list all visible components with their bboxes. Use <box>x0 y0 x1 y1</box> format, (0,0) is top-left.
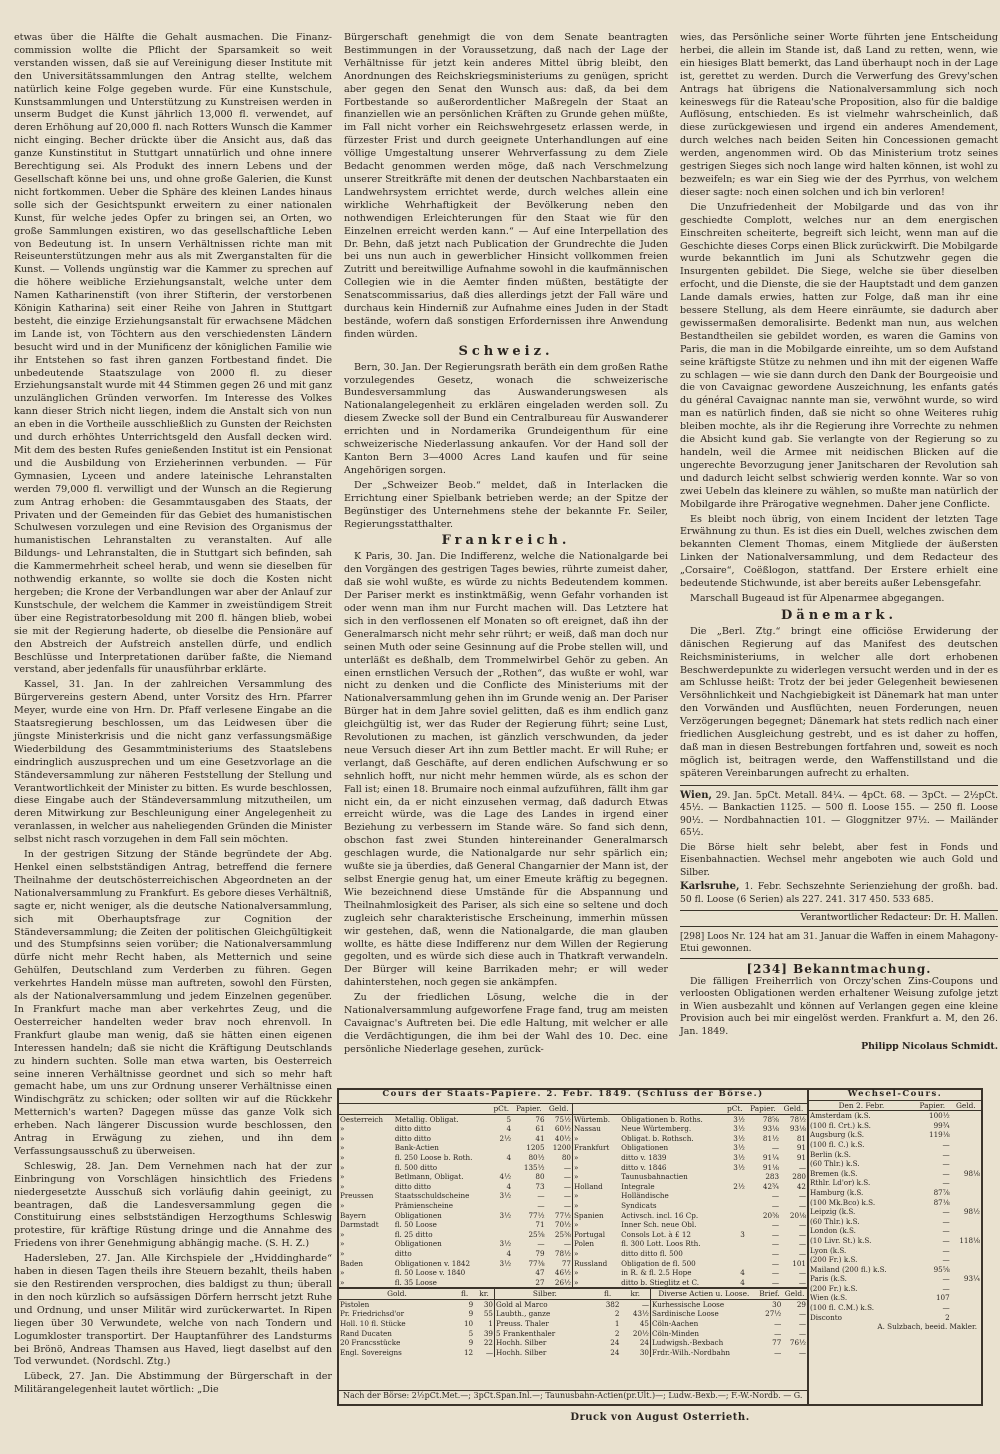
staatspapiere-title: Cours der Staats-Papiere. 2. Febr. 1849. (Schluss der Börse.) <box>339 1090 807 1104</box>
table-row: » ditto 4 79 78½ <box>340 1248 571 1258</box>
table-row: » Prämienscheine — — <box>340 1200 571 1210</box>
table-row: » fl. 35 Loose 27 26½ <box>340 1277 571 1287</box>
staats-right: pCt. Papier. Geld. Würtemb. Obligationen b. Roths. 3½ 78⅝ 78½ Nassau Neue Würtemberg. 3½ 93⅛ 93⅛ » Obligat. b. Rothsch. 3½ 81½ 81 Frankfurt Obligationen 3½ — 91 » ditto v. 1839 3½ 91¼ 91 » ditto v. 1846 3½ 91⅛ — » Taunusbahnactien 283 280 Holland Integrale 2½ 42¾ 42 » Holländische — — » Syndicats — — Spanien Activsch. incl. 16 Cp. 20⅜ 20⅛ » Inner Sch. neue Obl. — — Portugal Consols Lot. à £ 12 3 — — Polen fl. 300 Lott. Loos Rth. — — » ditto ditto fl. 500 — — Russland Obligation de fl. 500 — 101 » in R. & fl. 2.5 Hope 4 — — » ditto b. Stieglitz et C. 4 — — <box>574 1104 806 1287</box>
table-row: Preuss. Thaler 1 45 <box>496 1319 649 1329</box>
article-luebeck-cont: Bürgerschaft genehmigt die von dem Senate beantragten Bestimmungen in der Voraussetzung, daß nach der Lage der Verhältnisse für jetzt kein anderes Mittel übrig bleibt, den Anordnungen des Reichskriegsministeriums zu genügen, spricht aber gegen den Senat den Wunsch aus: daß, da bei dem Fortbestande so außerordentlicher Maßregeln der Staat an finanziellen wie an persönlichen Kräften zu Grunde gehen müßte, im Fall nicht vorher ein Reichswehrgesetz erlassen werde, in fürzester Frist und durch geeignete Unterhandlungen auf eine völlige Umgestaltung unserer Wehrverfassung zu dem Ziele Bedacht genommen werden möge, daß nach Verschmelzung unserer Streitkräfte mit denen der deutschen Nachbarstaaten ein Landwehrsystem errichtet werde, durch welches allein eine wirkliche Wehrhaftigkeit der Bevölkerung neben den nothwendigen Erleichterungen für den Staat wie für den Einzelnen erreicht werden kann.“ — Auf eine Interpellation des Dr. Behn, daß jetzt nach Publication der Grundrechte die Juden bei uns nun auch in gewerblicher Hinsicht vollkommen freien Zutritt und bereitwillige Aufnahme sowohl in die kaufmännischen Collegien wie in die Aemter finden müßten, bestätigte der Senatscommissarius, daß dies allerdings jetzt der Fall wäre und durchaus kein Hinderniß zur Aufnahme eines Juden in der Stadt bestände, wofern daß sonstigen Erfordernissen ihre Anwendung finden würden. <box>344 32 668 340</box>
table-row: Oesterreich Metallig. Obligat. 5 76 75½ <box>340 1114 571 1124</box>
table-row: Hochh. Silber 24 24 <box>496 1338 649 1348</box>
table-row: Polen fl. 300 Lott. Loos Rth. — — <box>574 1239 806 1249</box>
article-schweizer-beob: Der „Schweizer Beob.“ meldet, daß in Interlacken die Errichtung einer Spielbank betrieben werde; an der Spitze der Begünstiger des Unternehmens stehe der bekannte Fr. Seiler, Regierungsstatthalter. <box>344 479 668 530</box>
editor-line: Verantwortlicher Redacteur: Dr. H. Mallen. <box>680 910 998 927</box>
table-row: (100 fl. Crt.) k.S. 99¾ <box>810 1120 950 1130</box>
table-row: Darmstadt fl. 50 Loose 71 70½ <box>340 1220 571 1230</box>
table-row: » Bank-Actien 1205 1200 <box>340 1143 571 1153</box>
table-row: » ditto ditto 2½ 41 40½ <box>340 1133 571 1143</box>
article-mobilgarde: Die Unzufriedenheit der Mobilgarde und das von ihr geschiedte Complott, welches nur an dem energischen Einschreiten scheiterte, begreift sich leicht, wenn man auf die Geschichte dieses Corps einen Blick zurückwirft. Die Mobilgarde wurde bekanntlich im Juni als Schutzwehr gegen die Insurgenten gebildet. Die Siege, welche sie über dieselben erfocht, und die Dienste, die sie der Hauptstadt und dem ganzen Lande damals erwies, hatten zur Folge, daß man ihr eine bessere Stellung, als dem Heere einräumte, sie dadurch aber gewissermaßen demoralisirte. Bedenkt man nun, aus welchen Bestandtheilen sie gebildet worden, es waren die Gamins von Paris, die man in die Mobilgarde einreihte, um so dem Aufstand seine kräftigste Stütze zu nehmen und ihn mit der eigenen Waffe zu schlagen — wie sie dann durch den Dank der Bourgeoisie und die von Cavaignac gewordene Auszeichnung, les enfants gatés du général Cavaignac nannte man sie, verwöhnt wurde, so wird man es natürlich finden, daß sie nicht so ohne Weiteres ruhig bleiben mochte, als ihr die Regierung ihre Vorrechte zu nehmen die Absicht kund gab. Sie verlangte von der Regierung so zu handeln, weil die Armee mit neidischen Blicken auf die ungerechte Bevorzugung jener Janitscharen der Revolution sah und dadurch leicht selbst schwierig werden konnte. War so von zwei Uebeln das kleinere zu wählen, so mußte man natürlich der Mobilgarde ihre Prärogative wegnehmen. Daher jene Conflicte. <box>680 201 998 510</box>
table-row: Holland Integrale 2½ 42¾ 42 <box>574 1181 806 1191</box>
article-kassel: Kassel, 31. Jan. In der zahlreichen Versammlung des Bürgervereins gestern Abend, unter Vorsitz des Hrn. Pfarrer Meyer, wurde eine von Hrn. Dr. Pfaff verlesene Eingabe an die Staatsregierung beschlossen, um das Leidwesen über die jüngste Ministerkrisis und die nicht ganz verfassungsmäßige Wiederbildung des Gesammtministeriums des Staatslebens eindringlich auszusprechen und um eine Gesetzvorlage an die Ständeversammlung zur näheren Feststellung der Stellung und Verantwortlichkeit der Minister zu bitten. Es wurde beschlossen, diese Eingabe auch der Ständeversammlung mitzutheilen, um deren Mitwirkung zur Beschleunigung einer Angelegenheit zu veranlassen, in welcher aus naheliegenden Gründen die Minister selbst nicht rasch vorzugehen in dem Fall sein möchten. <box>14 679 332 846</box>
printer-line: Druck von August Osterrieth. <box>570 1412 750 1423</box>
table-row: » in R. & fl. 2.5 Hope 4 — — <box>574 1268 806 1278</box>
table-row: Berlin (k.S. — <box>810 1149 950 1159</box>
table-row: Würtemb. Obligationen b. Roths. 3½ 78⅝ 78½ <box>574 1114 806 1124</box>
table-row: » ditto v. 1839 3½ 91¼ 91 <box>574 1152 806 1162</box>
table-row: (200 Fr.) k.S. — <box>810 1283 950 1293</box>
gold-table: Gold. fl. kr. Pistolen 9 30 Pr. Friedrichsd'or 9 55 Holl. 10 fl. Stücke 10 1 Rand Ducaten 5 39 20 Francsstücke 9 22 Engl. Sovereigns 12 — <box>340 1289 493 1357</box>
table-row: Pistolen 9 30 <box>340 1299 493 1309</box>
table-row: » Betlmann, Obligat. 4½ 80 — <box>340 1172 571 1182</box>
divider <box>680 785 998 786</box>
ad-body: Die fälligen Freiherrlich von Orczy'schen Zins-Coupons und verloosten Obligationen werden erhaltener Weisung zufolge jetzt in Wien ausbezahlt und können auf Verlangen gegen eine kleine Provision auch bei mir eingelöst werden. Frankfurt a. M, den 26. Jan. 1849. <box>680 975 998 1038</box>
table-row: Bayern Obligationen 3½ 77½ 77½ <box>340 1210 571 1220</box>
table-row: » ditto ditto fl. 500 — — <box>574 1248 806 1258</box>
table-row: » ditto ditto 4 61 60½ <box>340 1124 571 1134</box>
market-karlsruhe: Karlsruhe, 1. Febr. Sechszehnte Serienziehung der großh. bad. 50 fl. Loose (6 Serien) als 227. 241. 317 450. 533 685. <box>680 881 998 905</box>
table-row: Bremen (k.S. — 98⅛ <box>810 1168 980 1178</box>
table-row: Wien (k.S. 107 <box>810 1293 950 1303</box>
table-row: (10 Livr. St.) k.S. — 118⅛ <box>810 1235 980 1245</box>
article-kassel-staende: In der gestrigen Sitzung der Stände begründete der Abg. Henkel einen selbstständigen Antrag, betreffend die fernere Theilnahme der deutschösterreichischen Abgeordneten an der Nationalversammlung zu Frankfurt. Es gebore dieses Verhältniß, sagte er, nicht weniger, als die deutsche Nationalversammlung, sich mit Oberhauptsfrage zur Cognition der Ständeversammlung; die Zeiten der politischen Gleichgültigkeit und des Stumpfsinns seien vorüber; die Nationalversammlung dürfe nicht mehr Recht haben, als Metternich und seine Gehülfen, Deutschland zum Verderben zu führen. Gegen verkehrtes Handeln müsse man auftreten, sowohl den Fürsten, als der Nationalversammlung und jedem Einzelnen gegenüber. In Frankfurt mache man aber verkehrtes Zeug, und die Oesterreicher handelten weder brav noch ehrenvoll. In Frankfurt glaube man wenig, daß sie hätten einen eigenen Interessen handeln; daß sie nicht die Kräftigung Deutschlands zu hindern suchten. Solle man etwa warten, bis Oesterreich seine inneren Verhältnisse geordnet und sich so mehr haft gemacht habe, um uns zur Ordnung unserer Verhältnisse einen Windischgrätz zu schicken; oder sollten wir auf die Rückkehr Metternich's warten? Dagegen müsse das ganze Volk sich erheben. Nach längerer Discussion wurde beschlossen, den Antrag in Erwägung zu ziehen, und ihn dem Verfassungsausschuß zu überweisen. <box>14 849 332 1157</box>
table-row: Cöln-Minden — — <box>652 1328 806 1338</box>
table-row: » ditto v. 1846 3½ 91⅛ — <box>574 1162 806 1172</box>
table-row: Kurhessische Loose 30 29 <box>652 1299 806 1309</box>
table-row: Leipzig (k.S. — 98½ <box>810 1207 980 1217</box>
ad-small-298: [298] Loos Nr. 124 hat am 31. Januar die Waffen in einem Mahagony-Etui gewonnen. <box>680 931 998 959</box>
table-row: » Obligationen 3½ — — <box>340 1239 571 1249</box>
table-row: Ludwigsh.-Bexbach 77 76½ <box>652 1338 806 1348</box>
table-row: Russland Obligation de fl. 500 — 101 <box>574 1258 806 1268</box>
table-row: Hamburg (k.S. 87⅞ <box>810 1187 950 1197</box>
table-row: 5 Frankenthaler 2 20½ <box>496 1328 649 1338</box>
ad-bekanntmachung <box>680 963 998 1053</box>
table-row: » Taunusbahnactien 283 280 <box>574 1172 806 1182</box>
staatspapiere-table <box>339 1090 809 1404</box>
ad-title: [234] Bekanntmachung. <box>746 962 932 977</box>
table-row: Nassau Neue Würtemberg. 3½ 93⅛ 93⅛ <box>574 1124 806 1134</box>
silber-table: Silber. fl. kr. Gold al Marco 382 — Laubth., ganze 2 43½ Preuss. Thaler 1 45 5 Frankenthaler 2 20½ Hochh. Silber 24 24 Hochh. Silber 24 30 <box>496 1289 649 1357</box>
wechsel-title: Wechsel-Cours. <box>809 1090 981 1101</box>
table-row: (200 Fr.) k.S. — <box>810 1255 950 1265</box>
table-row: Cöln-Aachen — — <box>652 1319 806 1329</box>
table-row: Rthlr. Ld'or) k.S. — <box>810 1178 950 1188</box>
table-row: (100 fl. C.) k.S. — <box>810 1139 950 1149</box>
ad-signature: Philipp Nicolaus Schmidt. <box>861 1040 998 1052</box>
table-row: » fl. 25 ditto 25⅝ 25⅜ <box>340 1229 571 1239</box>
table-row: (100 fl. C.M.) k.S. — <box>810 1303 950 1313</box>
article-duell: Es bleibt noch übrig, von einem Incident der letzten Tage Erwähnung zu thun. Es ist dies ein Duell, welches zwischen dem bekannten Clement Thomas, einem Mitgliede der äußersten Linken der Nationalversammlung, und dem Redacteur des „Corsaire“, Coëßlogon, stattfand. Der Erstere erhielt eine bedeutende Stichwunde, ist aber bereits außer Lebensgefahr. <box>680 513 998 590</box>
table-row: Lyon (k.S. — <box>810 1245 950 1255</box>
table-row: » Obligat. b. Rothsch. 3½ 81½ 81 <box>574 1133 806 1143</box>
table-row: Portugal Consols Lot. à £ 12 3 — — <box>574 1229 806 1239</box>
staats-left: pCt. Papier. Geld. Oesterreich Metallig. Obligat. 5 76 75½ » ditto ditto 4 61 60½ » ditto ditto 2½ 41 40½ » Bank-Actien 1205 1200 » fl. 250 Loose b. Roth. 4 80½ 80 » fl. 500 ditto 135½ — » Betlmann, Obligat. 4½ 80 — » ditto ditto 4 73 — Preussen Staatsschuldscheine 3½ — — » Prämienscheine — — Bayern Obligationen 3½ 77½ 77½ Darmstadt fl. 50 Loose 71 70½ » fl. 25 ditto 25⅝ 25⅜ » Obligationen 3½ — — » ditto 4 79 78½ Baden Obligationen v. 1842 3½ 77⅜ 77 » fl. 50 Loose v. 1840 47 46½ » fl. 35 Loose 27 26½ <box>340 1104 571 1287</box>
market-note: Die Börse hielt sehr belebt, aber fest in Fonds und Eisenbahnactien. Wechsel mehr angeboten wie auch Gold und Silber. <box>680 841 998 878</box>
table-row: Spanien Activsch. incl. 16 Cp. 20⅜ 20⅛ <box>574 1210 806 1220</box>
article-hadersleben: Hadersleben, 27. Jan. Alle Kirchspiele der „Hviddingharde“ haben in diesen Tagen theils ihre Steuern bezahlt, theils haben sie den Restirenden versprochen, dies baldigst zu thun; überall in den noch kürzlich so aufsässigen Dörfern herrscht jetzt Ruhe und Ordnung, und unser Militär wird zurückerwartet. In Ripen liegen über 30 Verwundete, welche von nach Tondern und Logumkloster transportirt. Der Hauptanführer des Landsturms bei Brönö, Andreas Thamsen aus Haved, liegt daselbst auf den Tod verwundet. (Nordschl. Ztg.) <box>14 1253 332 1368</box>
article-finance: etwas über die Hälfte die Gehalt ausmachen. Die Finanz-commission wollte die Pflicht der Sparsamkeit so weit verstanden wissen, daß sie auf Vereinigung dieser Institute mit den Universitätssammlungen den Antrag stellte, welchem natürlich keine Folge gegeben wurde. Für eine Kunstschule, Kunstsammlungen und Unterstützung zu Kunstreisen werden in unserm Budget die Kunst jährlich 13,000 fl. verwendet, auf deren Erhöhung auf 20,000 fl. nach Rotters Wunsch die Kammer nicht einging. Becher drückte über die Ansicht aus, daß das ganze Kunstinstitut in Stuttgart unnatürlich und ohne innere Berechtigung sei. Als Produkt des innern Lebens und der Gesellschaft könne bei uns, und ohne große Galerien, die Kunst nicht fortkommen. Ueber die Sphäre des kleinen Landes hinaus solle sich der Gesichtspunkt erweitern zu einer nationalen Kunst, für welche jedes Opfer zu bringen sei, an Orten, wo große Sammlungen existiren, wo das gesellschaftliche Leben von Bedeutung ist. In unsern Verhältnissen richte man mit Reiseunterstützungen mehr aus als mit Zwerganstalten für die Kunst. — Vollends ungünstig war die Kammer zu sprechen auf die höhere weibliche Erziehungsanstalt, welche unter dem Namen Katharinenstift (von ihrer Stifterin, der verstorbenen Königin Katharina) seit einer Reihe von Jahren in Stuttgart besteht, die einzige Erziehungsanstalt für erwachsene Mädchen im Lande ist, von Töchtern aus den verschiedensten Ländern besucht wird und in der Munificenz der königlichen Familie wie ihr Entstehen so fast ihren ganzen Fortbestand findet. Die unbedeutende Staatszulage von 2000 fl. zu dieser Erziehungsanstalt wurde mit 44 Stimmen gegen 26 und mit ganz unzulänglichen Gründen verworfen. Im Interesse des Volkes kann dieser Strich nicht liegen, indem die Anstalt sich von nun an eben in die Vortheile ausschließlich zu Gunsten der Reichsten und durch erhöhtes Unterrichtsgeld den Ausfall decken wird. Mit dem des besten Rufes genießenden Institut ist ein Pensionat und die Ausbildung von Erzieherinnen verbunden. — Für Gymnasien, Lyceen und andere lateinische Lehranstalten werden 79,000 fl. verwilligt und der Wunsch an die Regierung zum Antrag erhoben: die Gesammtausgaben des Staats, der Privaten und der Gemeinden für das Gebiet des humanistischen Schulwesen vorzulegen und eine Revision des Organismus der humanistischen Lehranstalten zu veranstalten. Auf alle Bildungs- und Lehranstalten, die in Stuttgart sich befinden, sah die Kammermehrheit scheel herab, und wenn sie dieselben für nothwendig erkannte, so wollte sie doch die Kosten nicht hergeben; die Krone der Verbandlungen war aber der Anlauf zur Kunstschule, der welchem die Kammer in zweistündigem Streit über eine Registratorbesoldung mit 200 fl. hängen blieb, wobei sie mit der Regierung haderte, ob dieselbe die Pensionäre auf den Abstreich der Aufstreich anstellen dürfe, und endlich Beschlüsse und Interpretationen darüber faßte, die Niemand verstand, aber jedenfalls für unausführbar erklärte. <box>14 32 332 676</box>
article-paris: K Paris, 30. Jan. Die Indifferenz, welche die Nationalgarde bei den Vorgängen des gestrigen Tages bewies, rührte zumeist daher, daß sie wohl wußte, es würde zu nichts Bedeutendem kommen. Der Pariser merkt es instinktmäßig, wenn Gefahr vorhanden ist oder wenn man ihm nur Furcht machen will. Das Letztere hat sich in den verflossenen elf Monaten so oft ereignet, daß ihn der Generalmarsch nicht mehr sehr rührt; er weiß, daß man doch nur seinen Muth oder seine Gesinnung auf die Probe stellen will, und unterläßt es deßhalb, dem Trommelwirbel Gehör zu geben. An einen ernstlichen Versuch der „Rothen“, das wußte er wohl, war nicht zu denken und die Conflicte des Ministeriums mit der Nationalversammlung gehen ihn im Grunde wenig an. Der Pariser Bürger hat in dem Jahre soviel gelitten, daß es ihm endlich ganz gleichgültig ist, wer das Ruder der Regierung führt; seine Lust, Revolutionen zu machen, ist gänzlich verschwunden, da jeder neue Versuch dieser Art ihn zum Bettler macht. Er will Ruhe; er verlangt, daß Geschäfte, auf deren endlichen Aufschwung er so sehnlich hofft, nur nicht mehr hemmen würde, als es schon der Fall ist; einen 18. Brumaire noch einmal aufzuführen, fällt ihm gar nicht ein, da er nicht einzusehen vermag, daß dadurch Etwas erreicht würde, was die Lage des Landes in irgend einer Beziehung zu verbessern im Stande wäre. So fand sich denn, obschon fast zwei Stunden hintereinander Generalmarsch geschlagen wurde, die Nationalgarde nur sehr spärlich ein; wußte sie ja überdies, daß General Changarnier der Mann ist, der selbst Energie genug hat, um einer Emeute kräftig zu begegnen. Wie bezeichnend diese Umstände für die Abspannung und Theilnahmlosigkeit des Pariser, als sich eine so seltene und doch zugleich sehr charakteristische Erscheinung, immerhin müssen wir gestehen, daß, wenn die Nationalgarde, die man glauben wollte, es hätte diese Indifferenz nur dem Willen der Regierung gegolten, und es würde sich diese auch in Thatkraft verwandeln. Der Bürger will keine Barrikaden mehr; er will weder dahinterstehen, noch gegen sie ankämpfen. <box>344 551 668 989</box>
section-head-schweiz: Schweiz. <box>458 343 554 359</box>
table-row: » ditto ditto 4 73 — <box>340 1181 571 1191</box>
article-bugeaud: Marschall Bugeaud ist für Alpenarmee abgegangen. <box>690 592 945 604</box>
table-row: (60 Thlr.) k.S. — <box>810 1159 950 1169</box>
section-head-daenemark: Dänemark. <box>781 607 897 623</box>
table-row: (100 Mk.Bco) k.S. 87⅛ <box>810 1197 950 1207</box>
table-row: Baden Obligationen v. 1842 3½ 77⅜ 77 <box>340 1258 571 1268</box>
article-bern: Bern, 30. Jan. Der Regierungsrath beräth ein dem großen Rathe vorzulegendes Gesetz, wonach die schweizerische Bundesversammlung das Auswanderungswesen als Nationalangelegenheit zu erklären eingeladen werden soll. Zu diesem Zwecke soll der Bund ein Centralbureau für Auswanderer errichten und in Nordamerika Grundeigenthum für eine schweizerische Niederlassung ankaufen. Vor der Hand soll der Kanton Bern 3—4000 Acres Land kaufen und für seine Angehörigen sorgen. <box>344 361 668 476</box>
table-row: Paris (k.S. — 93¼ <box>810 1274 980 1284</box>
table-row: » Holländische — — <box>574 1191 806 1201</box>
column-1 <box>14 32 332 1399</box>
table-row: Augsburg (k.S. 119⅛ <box>810 1130 950 1140</box>
table-row: » ditto b. Stieglitz et C. 4 — — <box>574 1277 806 1287</box>
section-head-frankreich: Frankreich. <box>441 533 571 549</box>
table-row: (60 Thlr.) k.S. — <box>810 1216 950 1226</box>
nach-der-boerse: Nach der Börse: 2½pCt.Met.—; 3pCt.Span.Inl.—; Taunusbahn-Actien(pr.Ult.)—; Ludw.-Bexb.—; F.-W.-Nordb. — G. <box>339 1390 807 1404</box>
makler-signature: A. Sulzbach, beeid. Makler. <box>877 1322 977 1332</box>
article-daenemark: Die „Berl. Ztg.“ bringt eine officiöse Erwiderung der dänischen Regierung auf das Manifest des deutschen Reichsministeriums, in welcher alle dort erhobenen Beschwerdepunkte zu widerlegen versucht werden und in der es am Schlusse heißt: Trotz der bei jeder Gelegenheit bewiesenen Versöhnlichkeit und Nachgiebigkeit ist Dänemark hat man unter den Vorwänden und Ausflüchten, neuen Forderungen, neuen Verzögerungen begegnet; Dänemark hat stets redlich nach einer friedlichen Ausgleichung gestrebt, und es ist daher zu hoffen, daß man in diesen Bestrebungen fortfahren und, soweit es noch möglich ist, beitragen werde, den Waffenstillstand und die späteren Vereinbarungen aufrecht zu erhalten. <box>680 625 998 779</box>
table-row: » fl. 500 ditto 135½ — <box>340 1162 571 1172</box>
table-row: Gold al Marco 382 — <box>496 1299 649 1309</box>
stock-tables <box>337 1088 983 1406</box>
table-row: Rand Ducaten 5 39 <box>340 1328 493 1338</box>
diverse-table: Diverse Actien u. Loose. Brief. Geld. Kurhessische Loose 30 29 Sardinische Loose 27½ — Cöln-Aachen — — Cöln-Minden — — Ludwigsh.-Bexbach 77 76½ Frdr.-Wilh.-Nordbahn — — <box>652 1289 806 1357</box>
article-paris-cont: Zu der friedlichen Lösung, welche die in der Nationalversammlung aufgeworfene Frage fand, trug am meisten Cavaignac's Auftreten bei. Die edle Haltung, mit welcher er alle die Verdächtigungen, die ihm bei der Wahl des 10. Dec. eine persönliche Niederlage gesehen, zurück- <box>344 992 668 1055</box>
table-row: Frdr.-Wilh.-Nordbahn — — <box>652 1347 806 1357</box>
table-row: » Syndicats — — <box>574 1200 806 1210</box>
table-row: » fl. 50 Loose v. 1840 47 46½ <box>340 1268 571 1278</box>
table-row: Hochh. Silber 24 30 <box>496 1347 649 1357</box>
wechsel-table: Den 2. Febr. Papier. Geld. Amsterdam (k.S. 100½ (100 fl. Crt.) k.S. 99¾ Augsburg (k.S. 119⅛ (100 fl. C.) k.S. — Berlin (k.S. — (60 Thlr.) k.S. — Bremen (k.S. — 98⅛ Rthlr. Ld'or) k.S. — Hamburg (k.S. 87⅞ (100 Mk.Bco) k.S. 87⅛ Leipzig (k.S. — 98½ (60 Thlr.) k.S. — London (k.S. — (10 Livr. St.) k.S. — 118⅛ Lyon (k.S. — (200 Fr.) k.S. — Mailand (200 fl.) k.S. 95⅝ Paris (k.S. — 93¼ (200 Fr.) k.S. — Wien (k.S. 107 (100 fl. C.M.) k.S. — Disconto 2 <box>810 1100 980 1322</box>
table-row: Frankfurt Obligationen 3½ — 91 <box>574 1143 806 1153</box>
table-row: Disconto 2 <box>810 1312 950 1322</box>
table-row: Laubth., ganze 2 43½ <box>496 1309 649 1319</box>
table-row: Holl. 10 fl. Stücke 10 1 <box>340 1319 493 1329</box>
table-row: Pr. Friedrichsd'or 9 55 <box>340 1309 493 1319</box>
table-row: Preussen Staatsschuldscheine 3½ — — <box>340 1191 571 1201</box>
table-row: Sardinische Loose 27½ — <box>652 1309 806 1319</box>
table-row: London (k.S. — <box>810 1226 950 1236</box>
table-row: 20 Francsstücke 9 22 <box>340 1338 493 1348</box>
wechsel-cours <box>809 1090 981 1404</box>
market-wien: Wien, 29. Jan. 5pCt. Metall. 84¼. — 4pCt. 68. — 3pCt. — 2½pCt. 45½. — Bankactien 1125. — 500 fl. Loose 155. — 250 fl. Loose 90½. — Nordbahnactien 101. — Gloggnitzer 97½. — Mailänder 65½. <box>680 789 998 839</box>
table-row: » Inner Sch. neue Obl. — — <box>574 1220 806 1230</box>
article-paris-cont-2: wies, das Persönliche seiner Worte führten jene Entscheidung herbei, die allein im Stande ist, daß Land zu retten, wenn, wie ein hiesiges Blatt bemerkt, das Land überhaupt noch in der Lage ist, gerettet zu werden. Durch die Verwerfung des Grevy'schen Antrags hat übrigens die Nationalversammlung sich noch keineswegs für die Rateau'sche Proposition, also für die baldige Auflösung, entschieden. Es ist vielmehr wahrscheinlich, daß diese zurückgewiesen und irgend ein anderes Amendement, durch welches nach beiden Seiten hin Concessionen gemacht werden, angenommen wird. Ob das Ministerium trotz seines gestrigen Sieges sich noch lange wird halten können, ist wohl zu bezweifeln; es war ein Sieg wie der des Pyrrhus, von welchem dieser sagte: noch einen solchen und ich bin verloren! <box>680 32 998 198</box>
table-row: Amsterdam (k.S. 100½ <box>810 1111 950 1121</box>
table-row: Mailand (200 fl.) k.S. 95⅝ <box>810 1264 950 1274</box>
article-luebeck: Lübeck, 27. Jan. Die Abstimmung der Bürgerschaft in der Militärangelegenheit lautet wörtlich: „Die <box>14 1371 332 1396</box>
article-schleswig: Schleswig, 28. Jan. Dem Vernehmen nach hat der zur Einbringung von Vorschlägen hinsichtlich des Friedens niedergesetzte Ausschuß sich vorläufig dahin geeinigt, zu beantragen, daß die Landesversammlung gegen die Constituirung eines selbstständigen Herzogthums Schleswig protestire, für kräftige Rüstung dringe und die Annahme des Friedens von ihrer Genehmigung abhängig mache. (S. H. Z.) <box>14 1160 332 1250</box>
table-row: » fl. 250 Loose b. Roth. 4 80½ 80 <box>340 1152 571 1162</box>
table-row: Engl. Sovereigns 12 — <box>340 1347 493 1357</box>
